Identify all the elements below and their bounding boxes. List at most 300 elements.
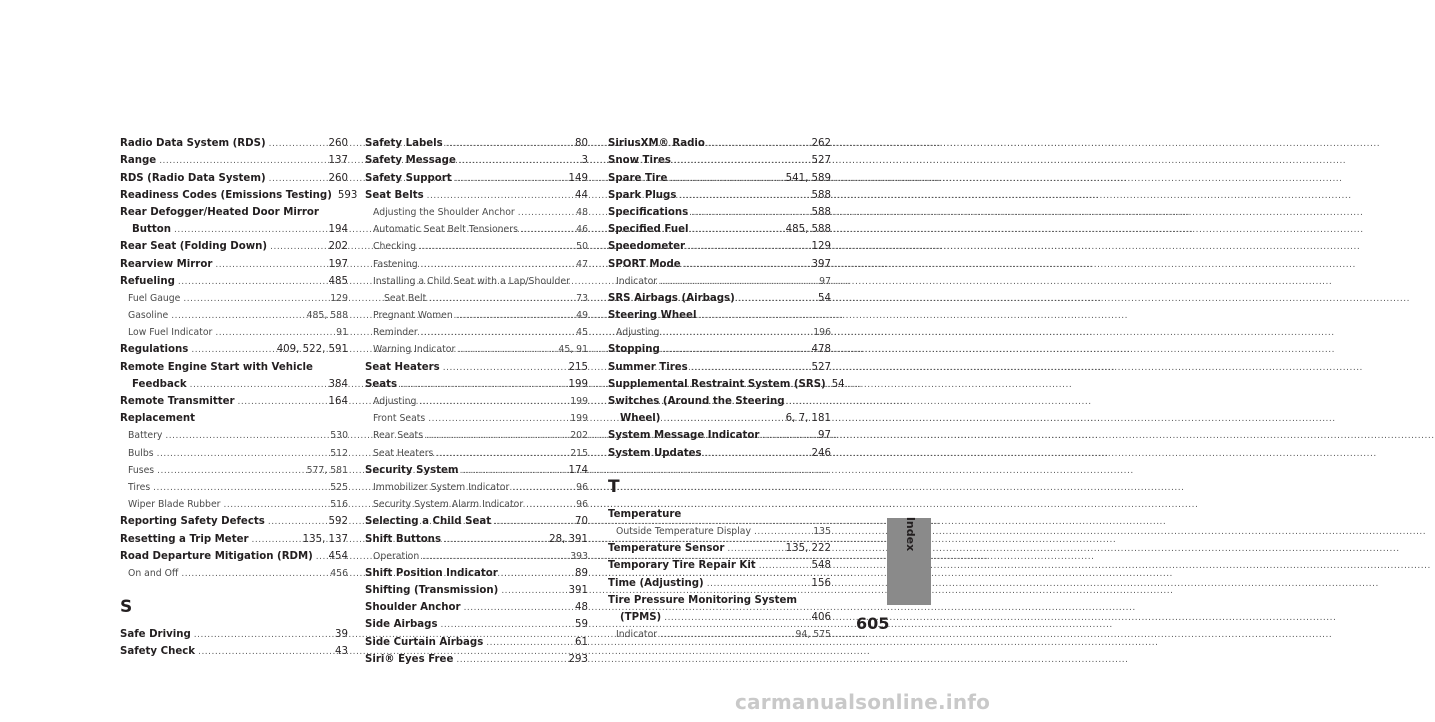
dot-leader — [238, 396, 326, 407]
index-column-2 — [365, 132, 588, 665]
index-entry[interactable] — [365, 476, 588, 493]
index-entry-label: Rear Defogger/Heated Door Mirror — [120, 206, 319, 218]
index-entry-label: Feedback — [132, 378, 187, 390]
index-entry-page[interactable]: 97 — [818, 430, 831, 442]
index-entry-page[interactable]: 384 — [328, 378, 348, 390]
dot-leader — [526, 499, 573, 510]
dot-leader — [521, 224, 573, 235]
index-entry-label: Seats — [365, 378, 398, 390]
index-entry[interactable] — [608, 373, 845, 390]
index-entry[interactable] — [365, 270, 588, 287]
watermark: carmanualsonline.info — [735, 690, 991, 714]
dot-leader — [674, 155, 809, 166]
index-entry[interactable] — [365, 252, 588, 269]
dot-leader — [428, 413, 567, 424]
index-entry-label: Regulations — [120, 344, 189, 356]
dot-leader — [400, 379, 565, 390]
index-entry-label: Specifications — [608, 206, 689, 218]
index-entry[interactable] — [608, 166, 831, 183]
dot-leader — [181, 568, 327, 579]
dot-leader — [662, 327, 810, 338]
index-entry-page[interactable]: 48 — [576, 206, 588, 218]
dot-leader — [157, 465, 303, 476]
index-entry[interactable] — [608, 589, 831, 606]
index-entry-label: Shift Position Indicator — [365, 567, 498, 579]
dot-leader — [462, 465, 566, 476]
dot-leader — [316, 551, 326, 562]
index-entry[interactable] — [120, 373, 348, 390]
index-entry[interactable] — [608, 623, 831, 640]
index-entry[interactable] — [365, 648, 588, 665]
index-entry[interactable] — [608, 606, 831, 623]
index-entry-label: Adjusting — [373, 396, 417, 407]
index-entry-label: Safety Support — [365, 172, 452, 184]
index-entry[interactable] — [608, 424, 831, 441]
index-entry[interactable] — [365, 407, 588, 424]
index-entry-label: Shift Buttons — [365, 533, 442, 545]
index-entry-label: Indicator — [616, 629, 658, 641]
index-entry-page[interactable]: 129 — [330, 292, 348, 304]
index-entry[interactable] — [608, 132, 831, 149]
dot-leader — [157, 448, 328, 459]
dot-leader — [269, 138, 326, 149]
index-entry[interactable] — [120, 184, 358, 201]
index-entry-page[interactable]: 137 — [328, 155, 348, 167]
index-entry-label: Range — [120, 155, 157, 167]
index-entry[interactable] — [608, 355, 831, 372]
dot-leader — [215, 327, 333, 338]
index-entry-page[interactable]: 393 — [570, 550, 588, 562]
dot-leader — [165, 430, 327, 441]
index-entry-page[interactable]: 199 — [570, 396, 588, 407]
index-entry[interactable] — [365, 287, 588, 304]
index-entry[interactable] — [120, 407, 348, 424]
dot-leader — [419, 396, 567, 407]
index-entry-label: Outside Temperature Display — [616, 525, 751, 537]
index-entry[interactable] — [120, 201, 348, 218]
index-entry[interactable] — [365, 184, 588, 201]
index-entry[interactable] — [608, 235, 831, 252]
index-entry-page[interactable]: 406 — [811, 611, 831, 623]
index-entry-page[interactable]: 149 — [568, 172, 588, 184]
index-entry-label: SRS Airbags (Airbags) — [608, 292, 735, 304]
index-entry-label: Automatic Seat Belt Tensioners — [373, 224, 518, 236]
index-entry[interactable] — [120, 623, 348, 640]
index-entry[interactable] — [120, 149, 348, 166]
index-entry-page[interactable]: 174 — [568, 464, 588, 476]
index-entry-page[interactable]: 49 — [576, 310, 588, 322]
dot-leader — [441, 619, 573, 630]
index-entry-page[interactable]: 525 — [330, 481, 348, 493]
index-entry[interactable] — [120, 510, 348, 527]
index-entry-page[interactable]: 94, 575 — [795, 629, 831, 641]
dot-leader — [455, 173, 566, 184]
index-entry-page[interactable]: 73 — [576, 292, 588, 304]
index-entry-label: Adjusting the Shoulder Anchor — [373, 206, 515, 218]
index-entry-label: Time (Adjusting) — [608, 577, 704, 589]
index-entry-page[interactable]: 202 — [570, 430, 588, 442]
index-entry[interactable] — [608, 520, 831, 537]
index-entry[interactable] — [365, 235, 588, 252]
index-entry[interactable] — [120, 218, 348, 235]
index-entry-label: Spare Tire — [608, 172, 668, 184]
index-entry[interactable] — [120, 493, 348, 510]
index-entry-page[interactable]: 530 — [330, 430, 348, 442]
dot-leader — [421, 259, 573, 270]
index-entry[interactable] — [120, 235, 348, 252]
index-entry-page[interactable]: 485, 588 — [306, 310, 348, 322]
dot-leader — [660, 629, 792, 640]
index-entry[interactable] — [365, 355, 588, 372]
index-entry-label: Radio Data System (RDS) — [120, 138, 266, 150]
index-entry-page[interactable]: 593 — [337, 189, 358, 201]
index-entry-page[interactable]: 47 — [576, 258, 588, 270]
dot-leader — [198, 646, 332, 657]
index-entry[interactable] — [120, 441, 348, 458]
dot-leader — [174, 224, 326, 235]
index-entry-label: Road Departure Mitigation (RDM) — [120, 550, 313, 562]
dot-leader — [270, 241, 325, 252]
index-entry[interactable] — [365, 579, 588, 596]
index-entry[interactable] — [120, 459, 348, 476]
index-entry-label: Switches (Around the Steering — [608, 396, 785, 407]
index-entry-page[interactable]: 45 — [576, 327, 588, 339]
index-entry[interactable] — [120, 390, 348, 407]
index-entry-page[interactable]: 397 — [811, 258, 831, 270]
index-entry-page[interactable]: 260 — [328, 172, 348, 184]
index-entry[interactable] — [365, 493, 588, 510]
index-entry[interactable] — [608, 201, 831, 218]
index-column-3 — [608, 132, 845, 641]
index-entry-page[interactable]: 135, 137 — [302, 533, 348, 545]
index-entry-page[interactable]: 478 — [811, 344, 831, 356]
dot-leader — [421, 327, 573, 338]
index-entry-label: Indicator — [616, 275, 658, 287]
index-entry-page[interactable]: 246 — [811, 447, 831, 459]
dot-leader — [684, 259, 809, 270]
index-entry-label: Supplemental Restraint System (SRS) — [608, 378, 826, 390]
index-entry-label: Safety Check — [120, 646, 196, 658]
index-entry-label: Reporting Safety Defects — [120, 516, 265, 528]
index-entry[interactable] — [608, 218, 831, 235]
index-entry-label: Bulbs — [128, 447, 154, 459]
dot-leader — [456, 310, 573, 321]
index-entry[interactable] — [365, 390, 588, 407]
index-entry[interactable] — [365, 630, 588, 647]
index-entry-label: Button — [132, 224, 172, 236]
dot-leader — [153, 482, 327, 493]
index-section-letter: S — [120, 596, 133, 617]
dot-leader — [663, 344, 809, 355]
index-entry-page[interactable]: 199 — [570, 413, 588, 425]
index-entry-page[interactable]: 96 — [576, 481, 588, 493]
index-entry-page[interactable]: 70 — [575, 516, 588, 528]
index-entry-label: Security System Alarm Indicator — [373, 499, 524, 511]
dot-leader — [660, 276, 816, 287]
index-entry[interactable] — [365, 201, 588, 218]
index-entry[interactable] — [608, 338, 831, 355]
index-entry-label: SiriusXM® Radio — [608, 138, 705, 150]
index-entry-page[interactable]: 527 — [811, 361, 831, 373]
index-entry[interactable] — [120, 527, 348, 544]
index-entry-label: Fuel Gauge — [128, 292, 181, 304]
index-entry[interactable] — [120, 640, 348, 657]
index-entry[interactable] — [608, 571, 831, 588]
index-entry-page[interactable]: 215 — [568, 361, 588, 373]
index-entry-page[interactable]: 80 — [575, 138, 588, 150]
index-entry-page[interactable]: 391 — [568, 585, 588, 597]
index-entry-label: Temperature — [608, 508, 682, 520]
index-entry-label: Rear Seats — [373, 430, 424, 442]
index-entry-page[interactable]: 28, 391 — [549, 533, 588, 545]
index-entry[interactable] — [365, 545, 588, 562]
index-entry-page[interactable]: 3 — [581, 155, 588, 167]
dot-leader — [419, 241, 573, 252]
dot-leader — [518, 207, 573, 218]
index-section-letter: T — [608, 476, 620, 497]
index-entry[interactable] — [365, 459, 588, 476]
dot-leader — [691, 224, 782, 235]
dot-leader — [464, 602, 572, 613]
index-entry-label: Installing a Child Seat with a Lap/Shoulder — [373, 275, 570, 287]
index-entry[interactable] — [365, 596, 588, 613]
index-entry-label: Wiper Blade Rubber — [128, 499, 221, 511]
index-entry[interactable] — [608, 407, 831, 424]
index-entry-label: Safe Driving — [120, 629, 191, 641]
index-entry-page[interactable]: 43 — [335, 646, 348, 658]
dot-leader — [444, 534, 546, 545]
index-entry[interactable] — [608, 304, 831, 321]
index-entry-page[interactable]: 54 — [818, 292, 831, 304]
dot-leader — [762, 430, 815, 441]
index-entry-label: SPORT Mode — [608, 258, 681, 270]
index-entry-page[interactable]: 89 — [575, 567, 588, 579]
index-entry-label: Speedometer — [608, 241, 686, 253]
index-entry-page[interactable]: 135 — [813, 525, 831, 537]
index-entry-label: Readiness Codes (Emissions Testing) — [120, 189, 332, 201]
index-entry-label: Shoulder Anchor — [365, 602, 461, 614]
index-entry-page[interactable]: 48 — [575, 602, 588, 614]
index-entry-page[interactable]: 541, 589 — [785, 172, 831, 184]
index-entry-page[interactable]: 46 — [576, 224, 588, 236]
index-entry-label: Adjusting — [616, 327, 660, 339]
index-entry[interactable] — [365, 304, 588, 321]
index-entry-page[interactable]: 260 — [328, 138, 348, 150]
index-entry[interactable] — [608, 537, 831, 554]
index-entry-page[interactable]: 97 — [819, 275, 831, 287]
index-entry-page[interactable]: 54 — [831, 378, 845, 390]
index-entry-label: Safety Labels — [365, 138, 443, 150]
index-entry-label: On and Off — [128, 567, 179, 579]
index-entry-label: Front Seats — [373, 413, 426, 425]
dot-leader — [691, 362, 809, 373]
index-entry-page[interactable]: 91 — [336, 327, 348, 339]
index-entry-label: Specified Fuel — [608, 224, 689, 236]
index-entry-label: Warning Indicator — [373, 344, 456, 356]
index-entry-page[interactable]: 485, 588 — [785, 224, 831, 236]
index-entry-label: Gasoline — [128, 310, 169, 322]
dot-leader — [691, 207, 808, 218]
index-entry[interactable] — [365, 424, 588, 441]
dot-leader — [670, 173, 782, 184]
index-entry[interactable] — [120, 355, 348, 372]
index-entry-label: Replacement — [120, 413, 196, 425]
dot-leader — [494, 516, 572, 527]
dot-leader — [708, 138, 809, 149]
index-entry-label: Operation — [373, 550, 420, 562]
index-entry-label: Spark Plugs — [608, 189, 677, 201]
index-entry-page[interactable]: 527 — [811, 155, 831, 167]
dot-leader — [456, 654, 565, 665]
index-entry[interactable] — [608, 390, 831, 407]
index-entry[interactable] — [365, 441, 588, 458]
index-entry[interactable] — [365, 510, 588, 527]
index-entry-page[interactable]: 156 — [811, 577, 831, 589]
index-entry-page[interactable]: 456 — [330, 567, 348, 579]
index-entry-page[interactable]: 135, 222 — [785, 543, 831, 555]
index-entry-page[interactable]: 194 — [328, 224, 348, 236]
index-entry[interactable] — [608, 252, 831, 269]
index-entry-label: Remote Engine Start with Vehicle — [120, 361, 313, 373]
index-entry[interactable] — [608, 287, 831, 304]
index-entry[interactable] — [365, 321, 588, 338]
index-entry-label: Checking — [373, 241, 416, 253]
dot-leader — [707, 578, 809, 589]
index-entry[interactable] — [120, 321, 348, 338]
index-entry[interactable] — [365, 132, 588, 149]
index-entry-page[interactable]: 485 — [328, 275, 348, 287]
index-entry-page[interactable]: 577, 581 — [306, 464, 348, 476]
index-entry-page[interactable]: 516 — [330, 499, 348, 511]
index-entry[interactable] — [120, 545, 348, 562]
index-entry[interactable] — [120, 287, 348, 304]
index-entry[interactable] — [120, 476, 348, 493]
index-entry-label: Pregnant Women — [373, 310, 453, 322]
index-entry-page[interactable]: 197 — [328, 258, 348, 270]
index-entry-page[interactable]: 592 — [328, 516, 348, 528]
dot-leader — [486, 637, 572, 648]
dot-leader — [215, 259, 325, 270]
dot-leader — [159, 155, 325, 166]
index-entry-page[interactable]: 262 — [811, 138, 831, 150]
index-entry-page[interactable]: 454 — [328, 550, 348, 562]
index-entry-label: Snow Tires — [608, 155, 671, 167]
dot-leader — [191, 344, 273, 355]
index-entry[interactable] — [365, 166, 588, 183]
index-entry[interactable] — [120, 338, 348, 355]
index-entry-page[interactable]: 6, 7, 181 — [785, 413, 831, 425]
index-entry-label: Rear Seat (Folding Down) — [120, 241, 268, 253]
index-entry[interactable] — [120, 166, 348, 183]
index-entry-page[interactable]: 39 — [335, 629, 348, 641]
dot-leader — [705, 448, 809, 459]
index-entry[interactable] — [608, 321, 831, 338]
index-entry-page[interactable]: 50 — [576, 241, 588, 253]
index-entry[interactable] — [120, 424, 348, 441]
dot-leader — [446, 138, 572, 149]
index-entry[interactable] — [365, 338, 588, 355]
dot-leader — [223, 499, 327, 510]
index-entry[interactable] — [365, 373, 588, 390]
index-entry-label: Summer Tires — [608, 361, 688, 373]
dot-leader — [754, 526, 810, 537]
dot-leader — [738, 293, 815, 304]
index-entry-label: Fuses — [128, 464, 155, 476]
index-entry[interactable] — [365, 149, 588, 166]
index-entry-page[interactable]: 409, 522, 591 — [276, 344, 348, 356]
index-entry-label: Rearview Mirror — [120, 258, 213, 270]
dot-leader — [679, 190, 808, 201]
dot-leader — [422, 551, 567, 562]
index-entry-page[interactable]: 129 — [811, 241, 831, 253]
index-entry-page[interactable]: 44 — [575, 189, 588, 201]
index-entry[interactable] — [608, 441, 831, 458]
index-entry-page[interactable]: 512 — [330, 447, 348, 459]
dot-leader — [443, 362, 566, 373]
index-entry-label: Fastening — [373, 258, 418, 270]
index-entry[interactable] — [608, 270, 831, 287]
dot-leader — [183, 293, 327, 304]
index-entry[interactable] — [365, 613, 588, 630]
index-entry[interactable] — [365, 562, 588, 579]
dot-leader — [178, 276, 326, 287]
dot-leader — [727, 543, 782, 554]
index-entry-page[interactable]: 588 — [811, 189, 831, 201]
index-entry-page[interactable]: 199 — [568, 378, 588, 390]
index-entry-label: Seat Heaters — [365, 361, 440, 373]
index-entry-page[interactable]: 61 — [575, 636, 588, 648]
index-entry[interactable] — [608, 149, 831, 166]
index-entry-label: Seat Heaters — [373, 447, 434, 459]
index-entry[interactable] — [120, 562, 348, 579]
index-entry-label: Seat Belts — [365, 189, 424, 201]
dot-leader — [501, 585, 565, 596]
index-entry-label: RDS (Radio Data System) — [120, 172, 266, 184]
dot-leader — [512, 482, 573, 493]
dot-leader — [269, 173, 326, 184]
index-entry-page[interactable]: 59 — [575, 619, 588, 631]
index-entry-page[interactable]: 96 — [576, 499, 588, 511]
dot-leader — [459, 155, 579, 166]
index-entry[interactable] — [608, 503, 831, 520]
index-entry-page[interactable]: 548 — [811, 560, 831, 572]
index-entry[interactable] — [365, 218, 588, 235]
index-entry-page[interactable]: 196 — [813, 327, 831, 339]
index-entry-page[interactable]: 45, 91 — [558, 344, 588, 356]
index-entry-label: Temporary Tire Repair Kit — [608, 560, 756, 572]
index-entry-label: Tire Pressure Monitoring System — [608, 594, 797, 606]
index-entry-page[interactable]: 215 — [570, 447, 588, 459]
index-entry-page[interactable]: 588 — [811, 206, 831, 218]
index-entry[interactable] — [120, 132, 348, 149]
index-entry-page[interactable]: 293 — [568, 653, 588, 665]
dot-leader — [268, 516, 326, 527]
dot-leader — [426, 430, 567, 441]
dot-leader — [252, 534, 300, 545]
index-entry-page[interactable]: 164 — [328, 396, 348, 407]
index-entry[interactable] — [120, 304, 348, 321]
index-entry-label: Resetting a Trip Meter — [120, 533, 249, 545]
index-entry-label: Stopping — [608, 344, 660, 356]
index-entry[interactable] — [608, 184, 831, 201]
index-entry[interactable] — [608, 554, 831, 571]
index-entry[interactable] — [120, 252, 348, 269]
dot-leader — [688, 241, 808, 252]
index-entry[interactable] — [120, 270, 348, 287]
index-entry-page[interactable]: 202 — [328, 241, 348, 253]
index-entry[interactable] — [365, 527, 588, 544]
dot-leader — [664, 612, 808, 623]
